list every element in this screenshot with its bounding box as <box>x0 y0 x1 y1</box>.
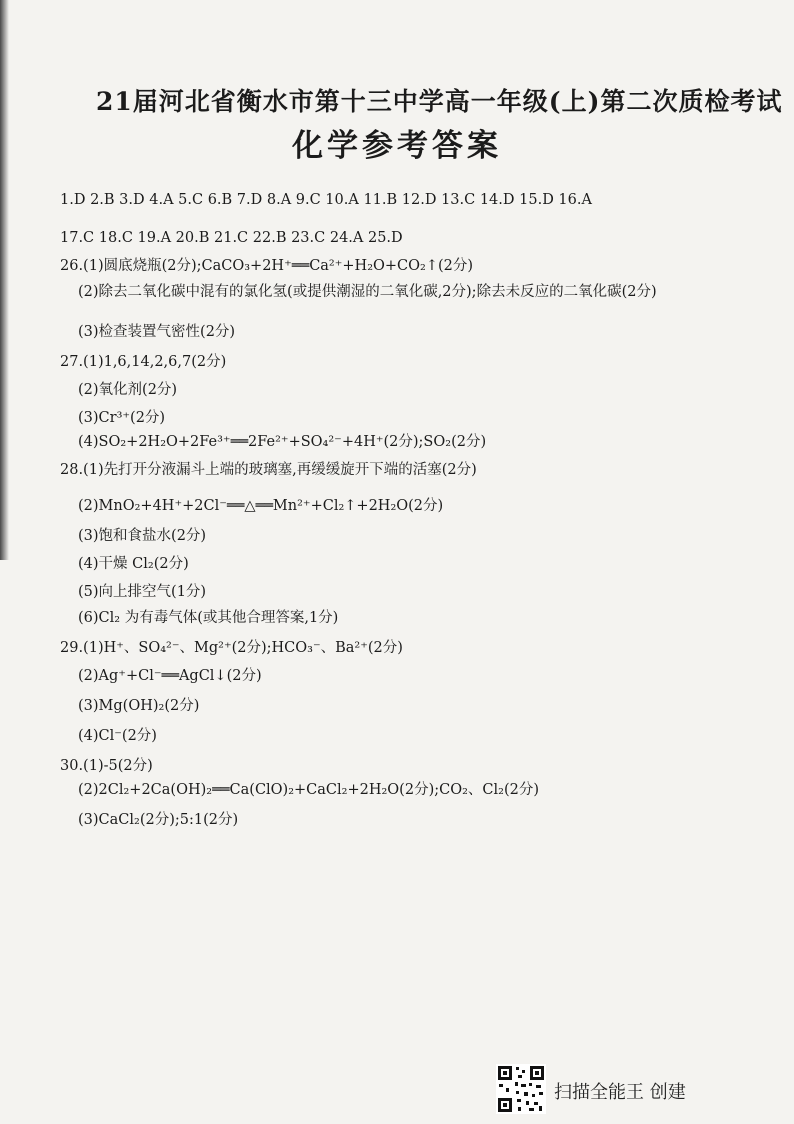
q27-part2: (2)氧化剂(2分) <box>78 382 178 398</box>
q26-part3: (3)检查装置气密性(2分) <box>78 324 236 340</box>
q30-part1: 30.(1)-5(2分) <box>60 758 153 774</box>
q28-part6: (6)Cl₂ 为有毒气体(或其他合理答案,1分) <box>78 610 339 626</box>
q30-part2: (2)2Cl₂+2Ca(OH)₂══Ca(ClO)₂+CaCl₂+2H₂O(2分);CO₂、Cl₂(2分) <box>78 782 539 798</box>
q29-part4: (4)Cl⁻(2分) <box>78 728 157 744</box>
q29-part1: 29.(1)H⁺、SO₄²⁻、Mg²⁺(2分);HCO₃⁻、Ba²⁺(2分) <box>60 640 403 656</box>
q28-part2: (2)MnO₂+4H⁺+2Cl⁻══△══Mn²⁺+Cl₂↑+2H₂O(2分) <box>78 498 444 514</box>
q28-part4: (4)干燥 Cl₂(2分) <box>78 556 189 572</box>
scan-shadow-edge <box>0 0 9 560</box>
q30-part3: (3)CaCl₂(2分);5:1(2分) <box>78 812 239 828</box>
q27-part3: (3)Cr³⁺(2分) <box>78 410 166 426</box>
page-title: 化学参考答案 <box>292 128 502 164</box>
watermark-text: 扫描全能王 创建 <box>554 1082 686 1103</box>
qr-code-icon <box>496 1064 546 1114</box>
exam-title: 21届河北省衡水市第十三中学高一年级(上)第二次质检考试 <box>96 87 783 116</box>
q28-part3: (3)饱和食盐水(2分) <box>78 528 207 544</box>
choice-answers-line-1: 1.D 2.B 3.D 4.A 5.C 6.B 7.D 8.A 9.C 10.A 11.B 12.D 13.C 14.D 15.D 16.A <box>60 192 592 208</box>
q28-part1: 28.(1)先打开分液漏斗上端的玻璃塞,再缓缓旋开下端的活塞(2分) <box>60 462 477 478</box>
q26-part2: (2)除去二氧化碳中混有的氯化氢(或提供潮湿的二氧化碳,2分);除去未反应的二氧化碳(2分) <box>78 284 657 300</box>
q28-part5: (5)向上排空气(1分) <box>78 584 207 600</box>
q27-part4: (4)SO₂+2H₂O+2Fe³⁺══2Fe²⁺+SO₄²⁻+4H⁺(2分);SO₂(2分) <box>78 434 487 450</box>
q26-part1: 26.(1)圆底烧瓶(2分);CaCO₃+2H⁺══Ca²⁺+H₂O+CO₂↑(2分) <box>60 258 474 274</box>
q27-part1: 27.(1)1,6,14,2,6,7(2分) <box>60 354 227 370</box>
choice-answers-line-2: 17.C 18.C 19.A 20.B 21.C 22.B 23.C 24.A 25.D <box>60 230 403 246</box>
q29-part2: (2)Ag⁺+Cl⁻══AgCl↓(2分) <box>78 668 262 684</box>
q29-part3: (3)Mg(OH)₂(2分) <box>78 698 200 714</box>
